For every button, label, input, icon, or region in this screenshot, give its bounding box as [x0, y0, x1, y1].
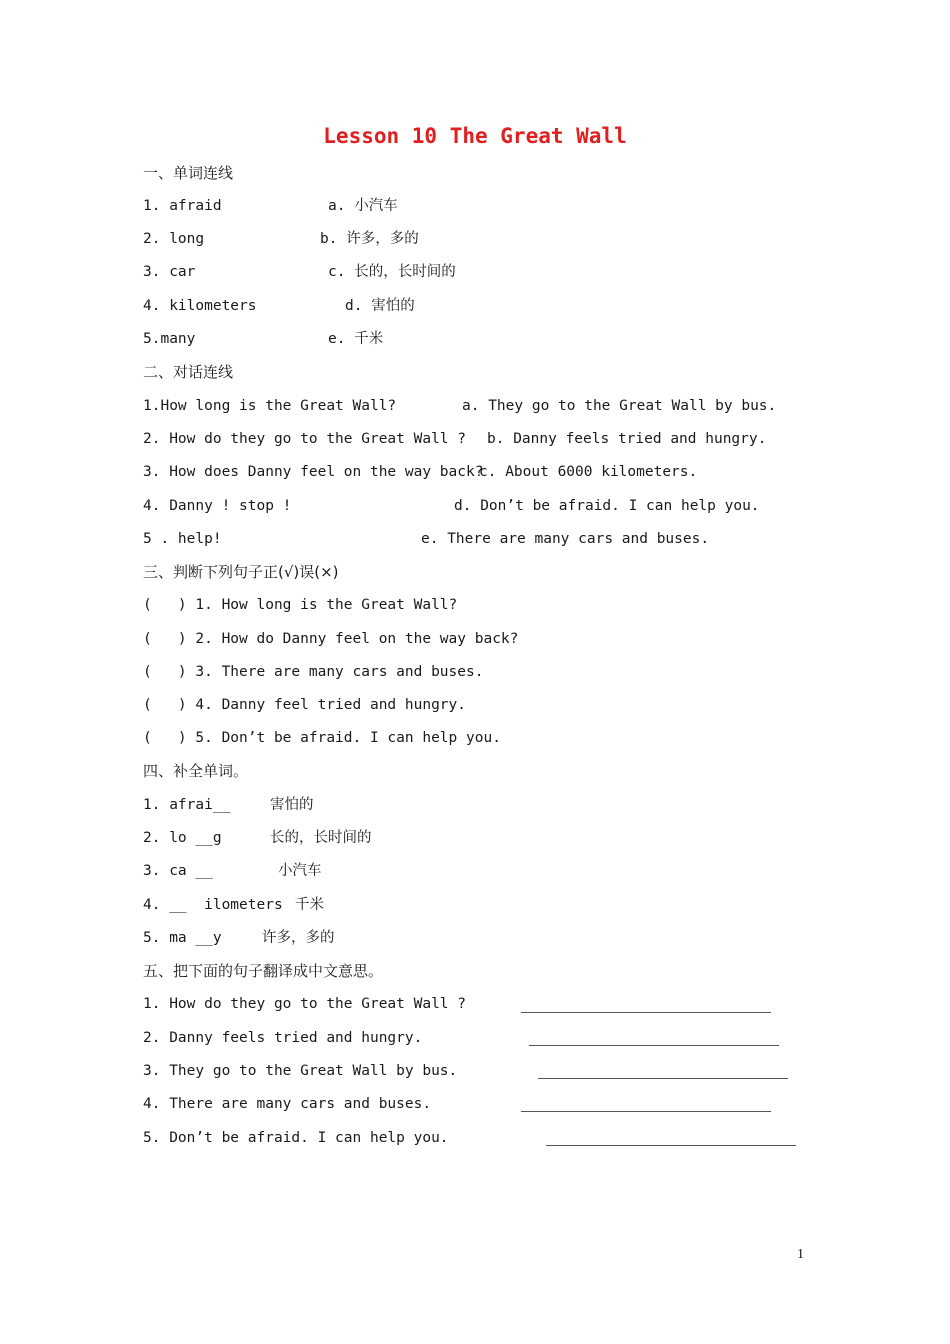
dialog-match-row	[143, 461, 698, 483]
section-2-heading: 二、对话连线	[143, 363, 234, 381]
true-false-item: ( ) 3. There are many cars and buses.	[143, 664, 484, 680]
dialog-match-right: d. Don’t be afraid. I can help you.	[454, 498, 760, 514]
fill-word-meaning: 许多，多的	[262, 930, 335, 946]
answer-blank[interactable]	[521, 1012, 771, 1013]
fill-word-prompt: 1. afrai__	[143, 797, 231, 813]
dialog-match-left: 2. How do they go to the Great Wall ?	[143, 431, 467, 447]
word-match-right: a. 小汽车	[328, 198, 398, 214]
true-false-item: ( ) 1. How long is the Great Wall?	[143, 597, 458, 613]
word-match-left: 3. car	[143, 264, 196, 280]
dialog-match-right: a. They go to the Great Wall by bus.	[462, 398, 777, 414]
word-match-left: 2. long	[143, 231, 205, 247]
answer-blank[interactable]	[538, 1078, 788, 1079]
word-match-left: 5.many	[143, 331, 196, 347]
dialog-match-row	[143, 395, 777, 417]
fill-word-prompt: 5. ma __y	[143, 930, 222, 946]
dialog-match-row	[143, 495, 760, 517]
word-match-row	[143, 261, 456, 283]
fill-word-prompt: 2. lo __g	[143, 830, 222, 846]
translate-item: 1. How do they go to the Great Wall ?	[143, 996, 467, 1012]
answer-blank[interactable]	[529, 1045, 779, 1046]
fill-word-row	[143, 860, 322, 882]
fill-word-meaning: 小汽车	[278, 863, 322, 879]
translate-item: 2. Danny feels tried and hungry.	[143, 1030, 423, 1046]
dialog-match-right: b. Danny feels tried and hungry.	[487, 431, 767, 447]
word-match-row	[143, 328, 384, 350]
word-match-row	[143, 295, 415, 317]
word-match-right: b. 许多，多的	[320, 231, 419, 247]
fill-word-row	[143, 827, 372, 849]
true-false-item: ( ) 2. How do Danny feel on the way back?	[143, 631, 519, 647]
fill-word-row	[143, 927, 335, 949]
word-match-row	[143, 195, 398, 217]
section-5-heading: 五、把下面的句子翻译成中文意思。	[143, 962, 384, 980]
dialog-match-left: 3. How does Danny feel on the way back?	[143, 464, 484, 480]
dialog-match-left: 1.How long is the Great Wall?	[143, 398, 397, 414]
translate-item: 3. They go to the Great Wall by bus.	[143, 1063, 458, 1079]
dialog-match-right: e. There are many cars and buses.	[421, 531, 710, 547]
translate-item: 4. There are many cars and buses.	[143, 1096, 432, 1112]
fill-word-row	[143, 794, 314, 816]
word-match-row	[143, 228, 419, 250]
answer-blank[interactable]	[546, 1145, 796, 1146]
section-3-heading: 三、判断下列句子正(√)误(×)	[143, 563, 339, 581]
fill-word-row	[143, 894, 324, 916]
word-match-right: d. 害怕的	[345, 298, 415, 314]
answer-blank[interactable]	[521, 1111, 771, 1112]
translate-item: 5. Don’t be afraid. I can help you.	[143, 1130, 449, 1146]
dialog-match-right: c. About 6000 kilometers.	[479, 464, 698, 480]
word-match-right: c. 长的，长时间的	[328, 264, 456, 280]
page-number: 1	[797, 1247, 804, 1262]
dialog-match-left: 5 . help!	[143, 531, 222, 547]
true-false-item: ( ) 5. Don’t be afraid. I can help you.	[143, 730, 501, 746]
word-match-left: 1. afraid	[143, 198, 222, 214]
dialog-match-left: 4. Danny ! stop !	[143, 498, 292, 514]
section-1-heading: 一、单词连线	[143, 164, 234, 182]
word-match-right: e. 千米	[328, 331, 384, 347]
dialog-match-row	[143, 428, 767, 450]
fill-word-meaning: 千米	[295, 897, 324, 913]
fill-word-prompt: 3. ca __	[143, 863, 213, 879]
fill-word-prompt: 4. __ ilometers	[143, 897, 283, 913]
true-false-item: ( ) 4. Danny feel tried and hungry.	[143, 697, 467, 713]
fill-word-meaning: 长的，长时间的	[270, 830, 372, 846]
fill-word-meaning: 害怕的	[270, 797, 314, 813]
section-4-heading: 四、补全单词。	[143, 762, 249, 780]
word-match-left: 4. kilometers	[143, 298, 257, 314]
page-title: Lesson 10 The Great Wall	[323, 124, 627, 148]
dialog-match-row	[143, 528, 710, 550]
